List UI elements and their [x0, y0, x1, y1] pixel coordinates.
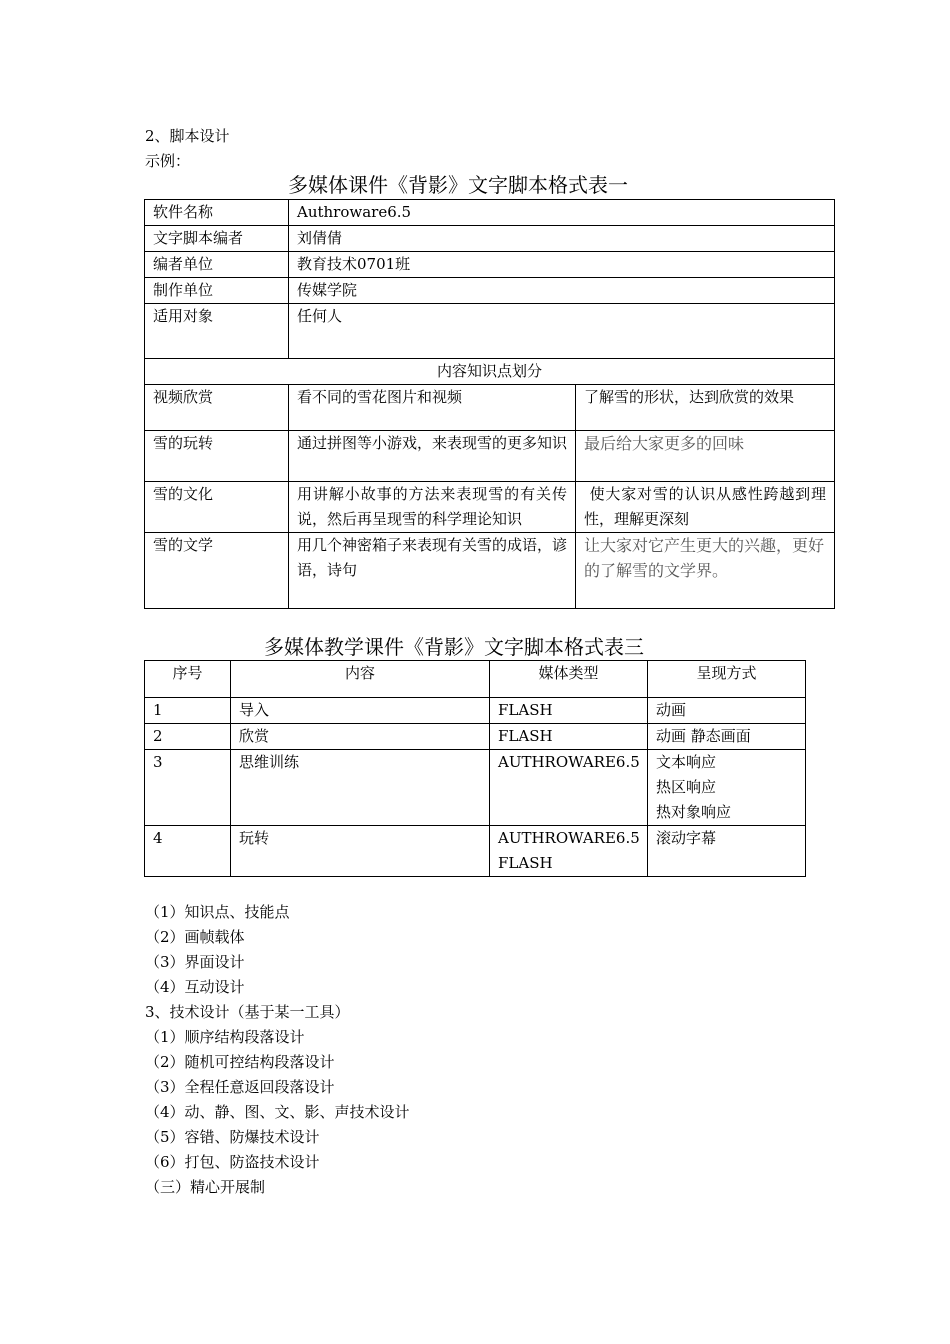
- mode-line: 动画: [656, 701, 687, 719]
- mode-line: 热对象响应: [656, 803, 732, 821]
- row-media: [490, 826, 648, 877]
- row-media: [490, 724, 648, 750]
- mode-line: 动画 静态画面: [656, 727, 751, 745]
- header-cell: 序号: [145, 661, 231, 698]
- row-content: 思维训练: [231, 750, 490, 826]
- row-mode: [648, 724, 806, 750]
- table-row: [145, 826, 806, 877]
- info-label: 软件名称: [145, 200, 289, 226]
- mode-line: 滚动字幕: [656, 829, 717, 847]
- content-row: [145, 431, 835, 482]
- content-row: [145, 533, 835, 609]
- list-item: （3）全程任意返回段落设计: [145, 1078, 335, 1096]
- info-value: 刘倩倩: [289, 226, 835, 252]
- list-item: （3）界面设计: [145, 953, 245, 971]
- info-value: 任何人: [289, 304, 835, 359]
- media-line: FLASH: [498, 854, 553, 872]
- content-method: 看不同的雪花图片和视频: [289, 385, 576, 431]
- header-cell: 呈现方式: [648, 661, 806, 698]
- info-row: [145, 278, 835, 304]
- content-method: 通过拼图等小游戏，来表现雪的更多知识: [289, 431, 576, 482]
- info-row: [145, 226, 835, 252]
- content-method: 用讲解小故事的方法来表现雪的有关传说，然后再呈现雪的科学理论知识: [289, 482, 576, 533]
- info-label: 制作单位: [145, 278, 289, 304]
- script-table-1: [144, 199, 835, 609]
- info-row: [145, 200, 835, 226]
- table1-title: 多媒体课件《背影》文字脚本格式表一: [288, 173, 628, 197]
- table-row: [145, 698, 806, 724]
- row-number: 4: [145, 826, 231, 877]
- list-item: （4）动、静、图、文、影、声技术设计: [145, 1103, 410, 1121]
- media-line: AUTHROWARE6.5: [498, 829, 640, 847]
- list-item: （1）顺序结构段落设计: [145, 1028, 305, 1046]
- header-row: [145, 661, 806, 698]
- content-row: [145, 385, 835, 431]
- info-row: [145, 304, 835, 359]
- table2-title: 多媒体教学课件《背影》文字脚本格式表三: [264, 635, 644, 659]
- row-media: [490, 750, 648, 826]
- row-media: [490, 698, 648, 724]
- content-topic: 雪的玩转: [145, 431, 289, 482]
- row-number: 1: [145, 698, 231, 724]
- content-topic: 雪的文化: [145, 482, 289, 533]
- content-topic: 视频欣赏: [145, 385, 289, 431]
- info-value: 传媒学院: [289, 278, 835, 304]
- row-mode: [648, 698, 806, 724]
- content-row: [145, 482, 835, 533]
- header-cell: 媒体类型: [490, 661, 648, 698]
- mode-line: 文本响应: [656, 753, 717, 771]
- example-label: 示例：: [145, 152, 191, 170]
- list-item: 3、技术设计（基于某一工具）: [145, 1003, 350, 1021]
- content-goal: 让大家对它产生更大的兴趣，更好的了解雪的文学界。: [576, 533, 835, 609]
- row-content: 导入: [231, 698, 490, 724]
- row-mode: [648, 826, 806, 877]
- info-label: 文字脚本编者: [145, 226, 289, 252]
- row-content: 欣赏: [231, 724, 490, 750]
- content-method: 用几个神密箱子来表现有关雪的成语，谚语，诗句: [289, 533, 576, 609]
- row-number: 2: [145, 724, 231, 750]
- header-cell: 内容: [231, 661, 490, 698]
- info-value: 教育技术0701班: [289, 252, 835, 278]
- content-goal: 最后给大家更多的回味: [576, 431, 835, 482]
- info-row: [145, 252, 835, 278]
- list-item: （6）打包、防盗技术设计: [145, 1153, 320, 1171]
- section-header: 内容知识点划分: [145, 359, 835, 385]
- info-value: Authroware6.5: [289, 200, 835, 226]
- content-goal: 使大家对雪的认识从感性跨越到理性，理解更深刻: [576, 482, 835, 533]
- list-item: （2）随机可控结构段落设计: [145, 1053, 335, 1071]
- media-line: AUTHROWARE6.5: [498, 753, 640, 771]
- row-content: 玩转: [231, 826, 490, 877]
- script-table-2: [144, 660, 806, 877]
- mode-line: 热区响应: [656, 778, 717, 796]
- section-header-row: [145, 359, 835, 385]
- info-label: 适用对象: [145, 304, 289, 359]
- table-row: [145, 724, 806, 750]
- list-item: （1）知识点、技能点: [145, 903, 290, 921]
- list-item: （5）容错、防爆技术设计: [145, 1128, 320, 1146]
- row-number: 3: [145, 750, 231, 826]
- media-line: FLASH: [498, 701, 553, 719]
- list-item: （2）画帧载体: [145, 928, 245, 946]
- media-line: FLASH: [498, 727, 553, 745]
- table-row: [145, 750, 806, 826]
- row-mode: [648, 750, 806, 826]
- content-topic: 雪的文学: [145, 533, 289, 609]
- info-label: 编者单位: [145, 252, 289, 278]
- content-goal: 了解雪的形状，达到欣赏的效果: [576, 385, 835, 431]
- list-item: （三）精心开展制: [145, 1178, 266, 1196]
- list-item: （4）互动设计: [145, 978, 245, 996]
- section-heading: 2、脚本设计: [145, 127, 230, 145]
